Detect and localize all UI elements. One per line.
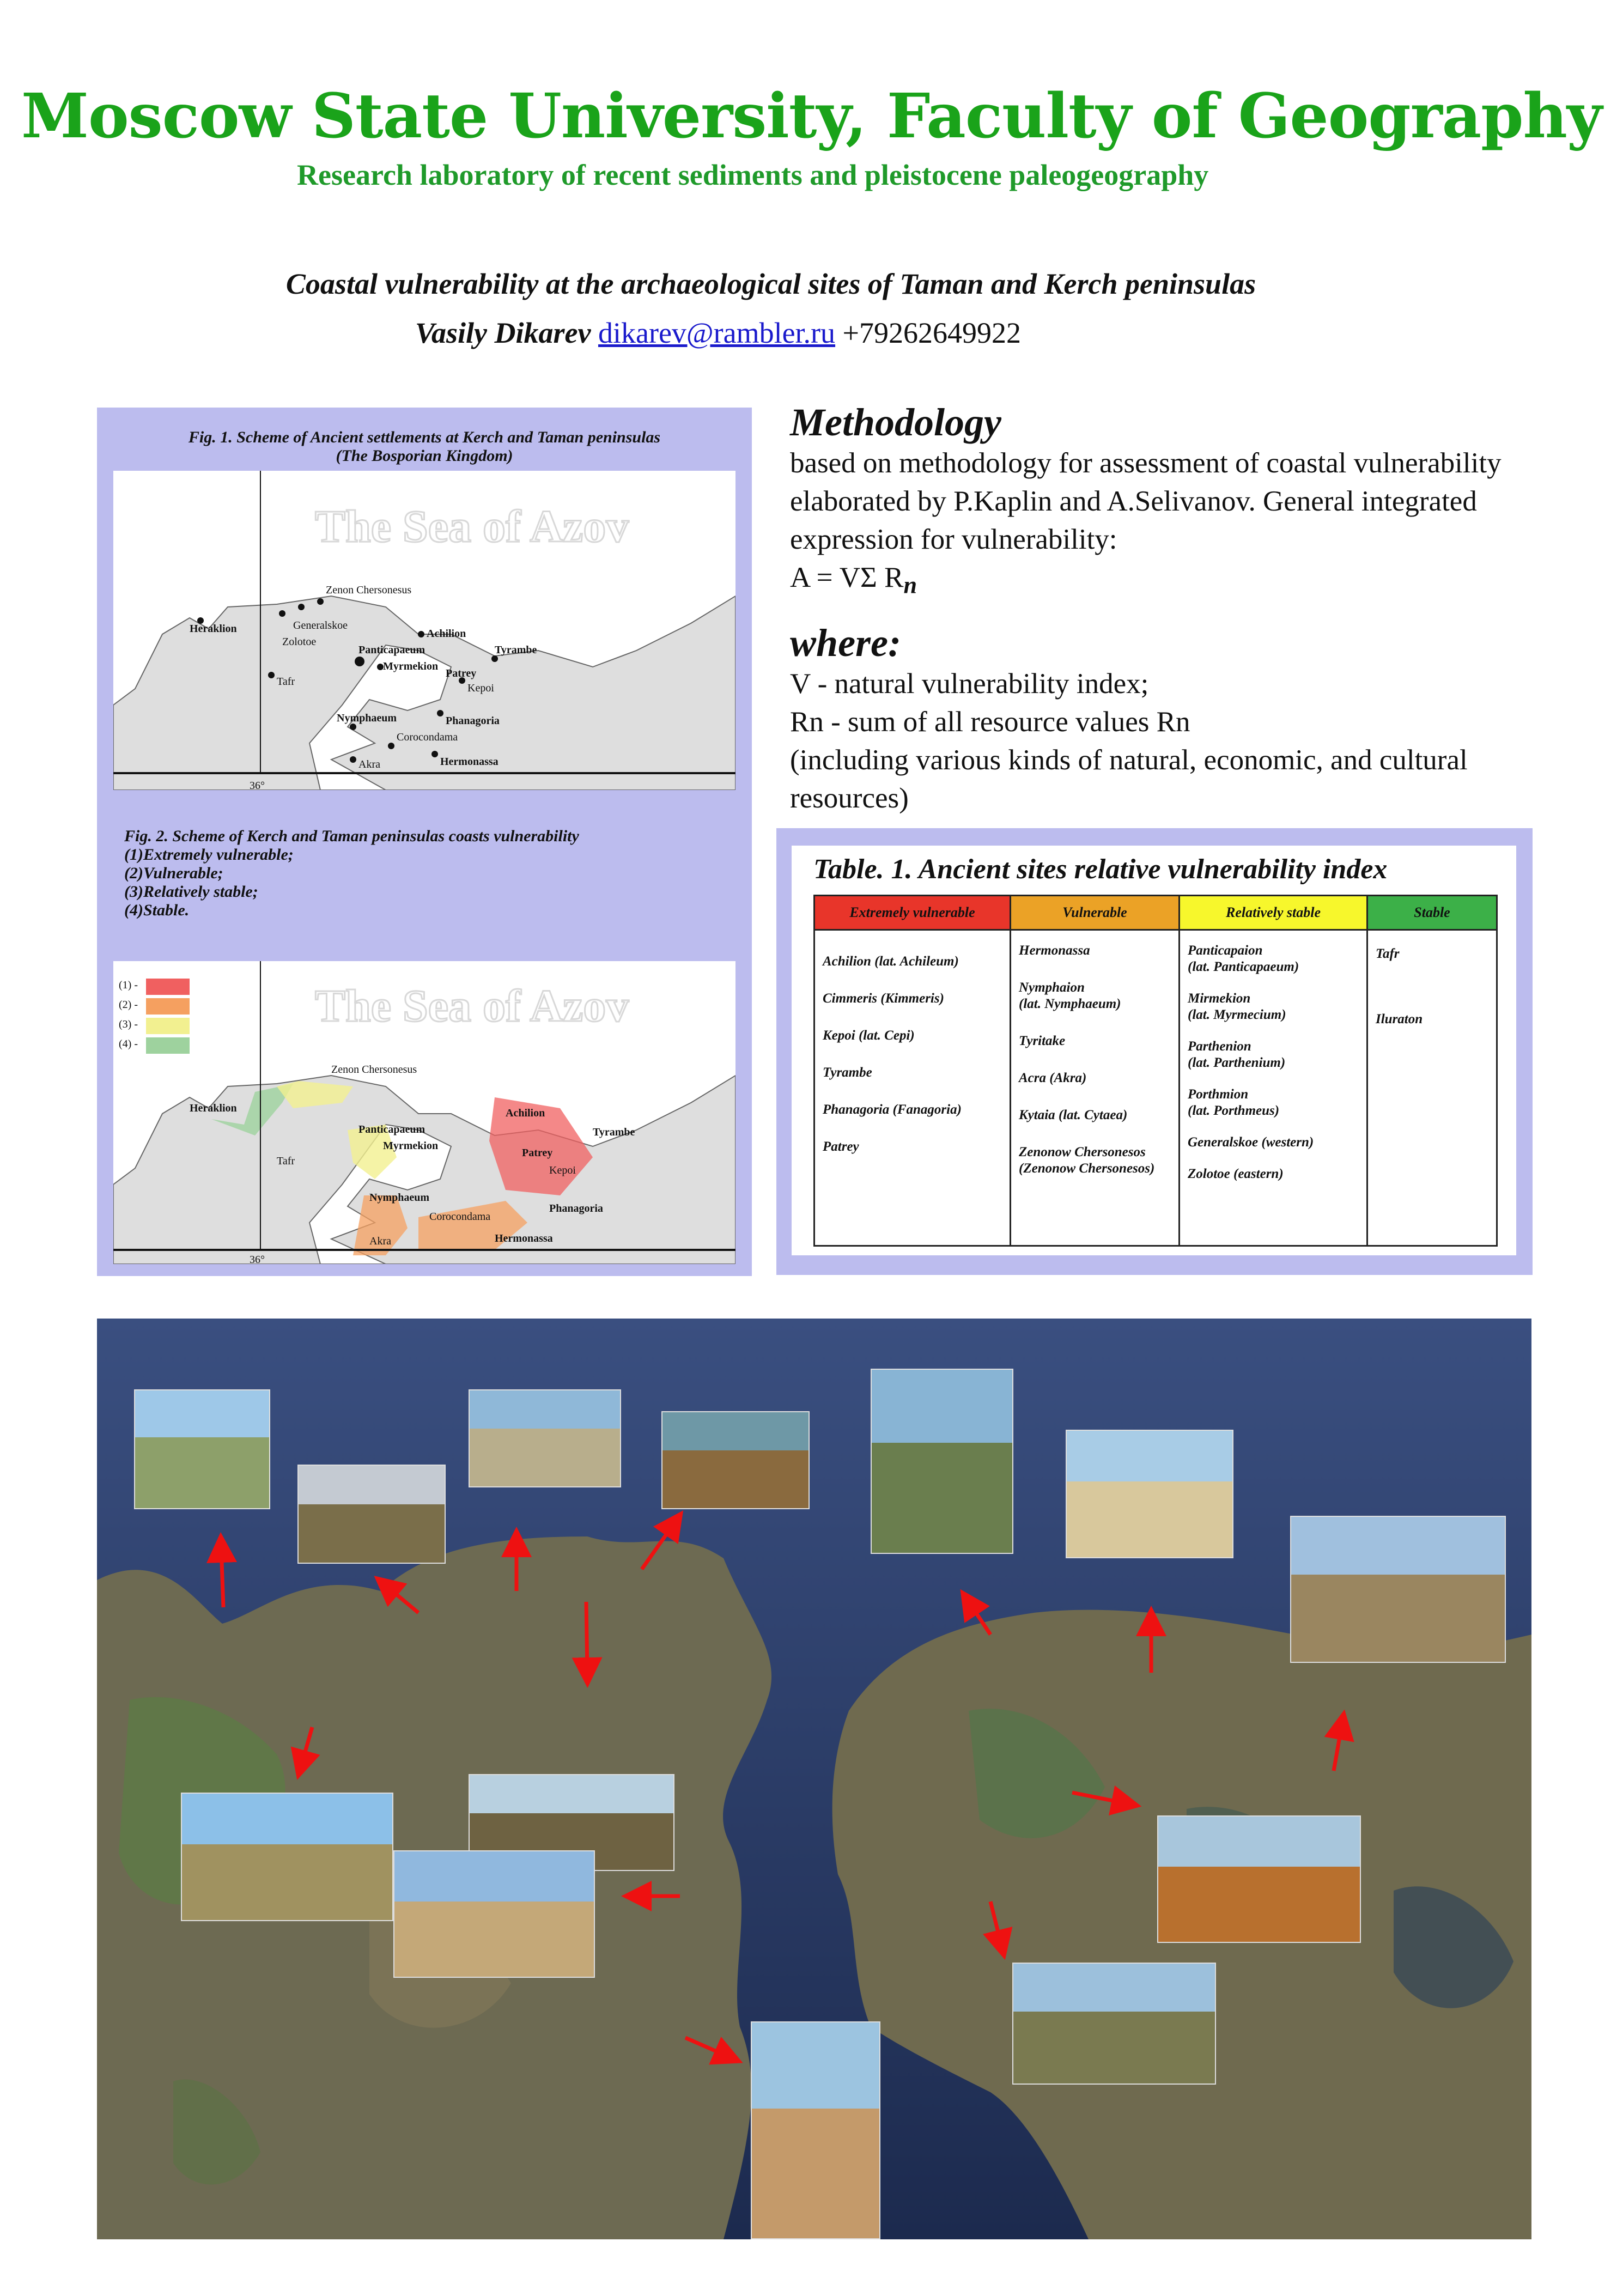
methodology-section [790,400,1580,817]
site-marker [431,751,438,757]
site-label: Panticapaeum [358,1123,425,1135]
table-cell: Tyrambe [823,1065,872,1080]
site-label: Nymphaeum [337,712,397,724]
site-label: Hermonassa [440,756,499,768]
site-label: Myrmekion [383,660,439,672]
site-marker [418,631,424,637]
arrow [586,1602,587,1673]
site-label: Tafr [277,676,295,688]
site-label: Akra [369,1235,391,1247]
arrow [990,1902,1001,1945]
legend-label: (4) - [119,1038,138,1050]
paper-title: Coastal vulnerability at the archaeological sites of Taman and Kerch peninsulas [285,268,1256,300]
arrow [1334,1724,1342,1771]
site-label: Corocondama [429,1211,491,1223]
fig1-caption-line2: (The Bosporian Kingdom) [336,447,513,465]
author-phone: +79262649922 [842,317,1022,349]
arrow [301,1727,312,1765]
arrow [1072,1793,1127,1803]
legend-swatch-stable [146,1037,190,1054]
table-cell: Acra (Akra) [1019,1071,1087,1085]
legend-label: (3) - [119,1018,138,1030]
table-column-vulnerable [1011,896,1180,1245]
figure-panel [97,408,752,1276]
column-body [1011,931,1178,1177]
arrow [221,1547,223,1607]
legend-swatch-relatively-stable [146,1018,190,1034]
site-label: Heraklion [190,623,237,635]
column-body [815,931,1010,1155]
table-cell: Parthenion (lat. Parthenium) [1188,1039,1286,1070]
site-label: Zenon Chersonesus [331,1064,417,1076]
author-name: Vasily Dikarev [415,317,591,349]
fig1-longitude: 36° [250,780,265,790]
site-label: Phanagoria [446,715,500,727]
site-label: Hermonassa [495,1232,553,1244]
formula-main: A = VΣ R [790,562,904,593]
vulnerability-table [813,895,1498,1247]
fig2-sea-label: The Sea of Azov [315,981,629,1031]
table-column-extremely-vulnerable [815,896,1011,1245]
table-cell: Nymphaion (lat. Nymphaeum) [1019,980,1121,1011]
legend-label: (2) - [119,999,138,1011]
where-line: V - natural vulnerability index; [790,667,1149,700]
site-marker [317,598,324,605]
table-cell: Mirmekion (lat. Myrmecium) [1188,991,1286,1022]
site-label: Corocondama [397,731,458,743]
table-cell: Hermonassa [1019,943,1090,958]
fig1-sea-label: The Sea of Azov [315,501,629,552]
site-label: Myrmekion [383,1140,439,1152]
fig2-vulnerability-map [113,961,735,1264]
fig1-caption [97,428,752,465]
table-cell: Iluraton [1376,1012,1423,1026]
poster-subtitle: Research laboratory of recent sediments and pleistocene paleogeography [297,159,1209,191]
table-cell: Kytaia (lat. Cytaea) [1019,1108,1128,1122]
legend-label: (1) - [119,979,138,991]
site-label: Tyrambe [495,644,537,656]
fig2-map-svg [113,961,735,1264]
site-label: Patrey [446,667,477,679]
where-line: Rn - sum of all resource values Rn [790,706,1190,738]
column-header: Vulnerable [1011,896,1178,931]
fig1-map-svg [113,471,735,790]
table-cell: Zolotoe (eastern) [1188,1167,1284,1181]
site-marker [491,655,498,662]
table-cell: Achilion (lat. Achileum) [823,954,959,969]
methodology-heading: Methodology [790,400,1001,444]
table-cell: Tafr [1376,946,1400,961]
site-label: Achilion [506,1107,545,1119]
author-line [415,316,1021,350]
legend-swatch-extremely-vulnerable [146,979,190,995]
site-marker [355,657,364,666]
fig2-longitude: 36° [250,1254,265,1264]
arrow [685,2038,729,2057]
fig2-caption-line: Fig. 2. Scheme of Kerch and Taman peninsulas coasts vulnerability [124,827,579,845]
arrow [642,1523,674,1569]
site-marker [268,672,275,678]
site-marker [279,610,285,617]
table-title: Table. 1. Ancient sites relative vulnerability index [813,854,1388,885]
where-heading: where: [790,621,901,665]
site-label: Akra [358,758,380,770]
table-cell: Panticapaion (lat. Panticapaeum) [1188,943,1299,974]
table-cell: Kepoi (lat. Cepi) [823,1028,915,1043]
table-cell: Tyritake [1019,1034,1066,1048]
column-body [1180,931,1366,1182]
column-body [1368,931,1496,1028]
legend-swatch-vulnerable [146,998,190,1015]
fig2-caption-line: (1)Extremely vulnerable; [124,846,294,864]
poster-title: Moscow State University, Faculty of Geography [21,81,1602,152]
column-header: Relatively stable [1180,896,1366,931]
table-panel [776,828,1533,1275]
site-label: Zenon Chersonesus [326,584,412,596]
fig1-caption-line1: Fig. 1. Scheme of Ancient settlements at Kerch and Taman peninsulas [188,428,661,446]
fig2-caption-line: (2)Vulnerable; [124,864,223,882]
column-header: Stable [1368,896,1496,931]
site-marker [350,756,356,763]
satellite-photo-map [97,1319,1531,2239]
fig2-caption-line: (3)Relatively stable; [124,883,258,901]
vulnerability-formula [790,558,1580,605]
where-line: (including various kinds of natural, economic, and cultural resources) [790,744,1468,814]
table-cell: Generalskoe (western) [1188,1135,1314,1150]
fig2-caption [124,827,579,920]
table-cell: Zenonow Chersonesos (Zenonow Chersonesos) [1019,1145,1155,1176]
site-label: Patrey [522,1147,553,1159]
site-label: Kepoi [549,1164,576,1176]
column-header: Extremely vulnerable [815,896,1010,931]
table-box [792,846,1516,1255]
table-cell: Phanagoria (Fanagoria) [823,1102,962,1117]
table-cell: Patrey [823,1139,859,1154]
arrow [386,1586,418,1613]
site-label: Tyrambe [593,1126,635,1138]
formula-subscript: n [903,572,917,599]
table-cell: Cimmeris (Kimmeris) [823,991,944,1006]
site-label: Nymphaeum [369,1192,430,1204]
site-label: Panticapaeum [358,644,425,656]
site-label: Zolotoe [282,636,317,648]
fig1-settlement-map [113,471,735,790]
site-marker [298,604,305,610]
fig2-legend [119,979,190,1054]
site-marker [350,724,356,730]
table-column-relatively-stable [1180,896,1368,1245]
site-label: Tafr [277,1155,295,1167]
table-cell: Porthmion (lat. Porthmeus) [1188,1087,1280,1118]
site-label: Heraklion [190,1102,237,1114]
site-label: Kepoi [467,682,494,694]
site-marker [388,743,394,749]
site-label: Generalskoe [293,619,348,631]
table-column-stable [1368,896,1496,1245]
methodology-text: based on methodology for assessment of coastal vulnerability elaborated by P.Kaplin and A.Selivanov. General integrated expression for vulnerability: [790,447,1502,555]
site-label: Achilion [427,628,466,640]
fig2-caption-line: (4)Stable. [124,901,190,919]
author-email-link[interactable]: dikarev@rambler.ru [598,317,836,349]
site-marker [437,710,443,716]
site-label: Phanagoria [549,1202,603,1214]
arrow [969,1602,990,1635]
photo-pointer-arrows [97,1319,1531,2239]
